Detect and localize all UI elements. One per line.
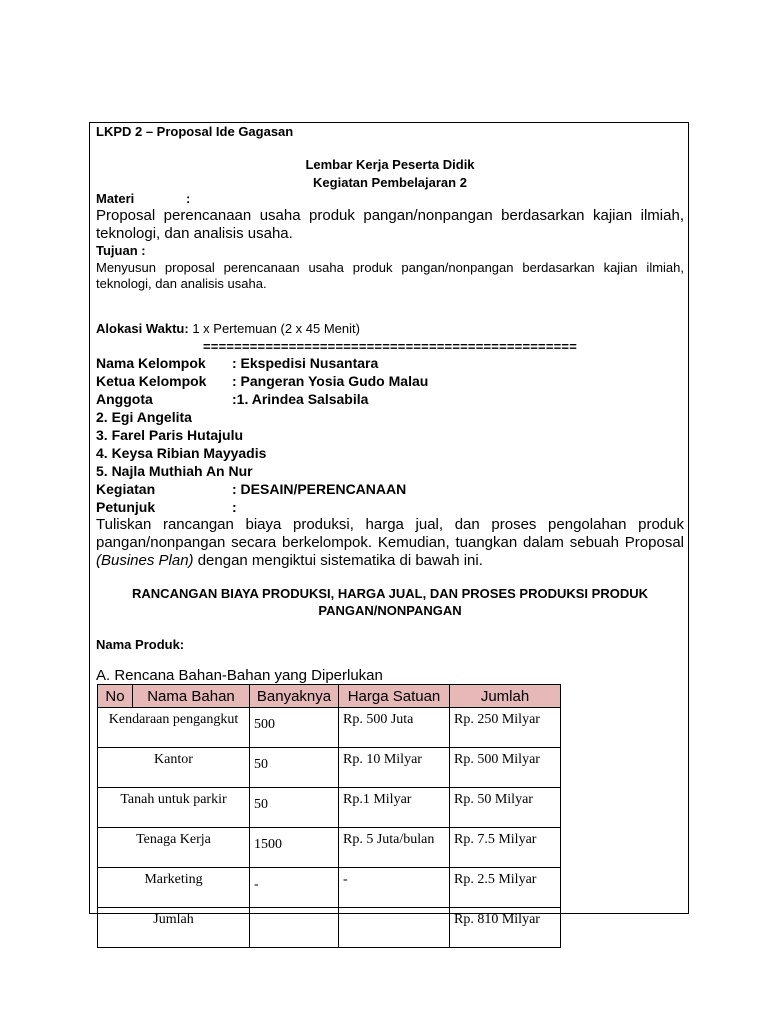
document-frame <box>89 122 689 927</box>
cell-banyaknya: 50 <box>250 788 339 828</box>
bahan-table <box>97 684 561 948</box>
petunjuk-label: Petunjuk <box>96 499 156 515</box>
ketua-kelompok-label: Ketua Kelompok <box>96 373 207 389</box>
kegiatan-label: Kegiatan <box>96 481 156 497</box>
cell-total-jumlah: Rp. 810 Milyar <box>450 908 561 948</box>
cell-total-harga <box>339 908 450 948</box>
alokasi-value: 1 x Pertemuan (2 x 45 Menit) <box>192 321 360 336</box>
instructions-line-2: pangan/nonpangan secara berkelompok. Kemudian, tuangkan dalam sebuah Proposal <box>96 534 684 551</box>
member-2: 2. Egi Angelita <box>96 409 192 425</box>
table-row <box>98 828 561 868</box>
separator-line: ================================================ <box>202 339 577 354</box>
alokasi-label: Alokasi Waktu: <box>96 321 189 336</box>
instructions-line-3 <box>96 552 483 569</box>
tujuan-label: Tujuan : <box>96 243 146 258</box>
member-4: 4. Keysa Ribian Mayyadis <box>96 445 267 461</box>
cell-nama-bahan: Marketing <box>98 868 250 908</box>
table-header-row <box>98 685 561 708</box>
cell-nama-bahan: Kendaraan pengangkut <box>98 708 250 748</box>
cell-harga-satuan: Rp. 5 Juta/bulan <box>339 828 450 868</box>
cell-nama-bahan: Tanah untuk parkir <box>98 788 250 828</box>
table-total-row <box>98 908 561 948</box>
header-no: No <box>98 685 133 708</box>
anggota-label: Anggota <box>96 391 153 407</box>
cell-harga-satuan: Rp. 10 Milyar <box>339 748 450 788</box>
cell-nama-bahan: Kantor <box>98 748 250 788</box>
cell-nama-bahan: Tenaga Kerja <box>98 828 250 868</box>
cell-banyaknya: 500 <box>250 708 339 748</box>
cell-banyaknya: 50 <box>250 748 339 788</box>
anggota-value: :1. Arindea Salsabila <box>232 391 369 407</box>
materi-line-2: teknologi, dan analisis usaha. <box>96 225 293 242</box>
cell-total-label: Jumlah <box>98 908 250 948</box>
table-row <box>98 708 561 748</box>
member-3: 3. Farel Paris Hutajulu <box>96 427 244 443</box>
alokasi-waktu <box>96 321 360 336</box>
nama-produk-label: Nama Produk: <box>96 637 185 652</box>
table-row <box>98 868 561 908</box>
header-harga-satuan: Harga Satuan <box>339 685 450 708</box>
header-banyaknya: Banyaknya <box>250 685 339 708</box>
cell-banyaknya: - <box>250 868 339 908</box>
instructions-line-3-rest: dengan mengiktui sistematika di bawah ini. <box>193 552 483 569</box>
table-row <box>98 748 561 788</box>
ketua-kelompok-value: : Pangeran Yosia Gudo Malau <box>232 373 429 389</box>
materi-line-1: Proposal perencanaan usaha produk pangan/nonpangan berdasarkan kajian ilmiah, <box>96 207 684 224</box>
tujuan-line-2: teknologi, dan analisis usaha. <box>96 276 267 291</box>
cell-harga-satuan: - <box>339 868 450 908</box>
tujuan-line-1: Menyusun proposal perencanaan usaha produk pangan/nonpangan berdasarkan kajian ilmiah, <box>96 260 684 275</box>
materi-label: Materi <box>96 191 135 206</box>
header-nama-bahan: Nama Bahan <box>133 685 250 708</box>
kegiatan-value: : DESAIN/PERENCANAAN <box>232 481 407 497</box>
cell-jumlah: Rp. 250 Milyar <box>450 708 561 748</box>
nama-kelompok-label: Nama Kelompok <box>96 355 206 371</box>
petunjuk-colon: : <box>232 499 237 515</box>
cell-total-banyaknya <box>250 908 339 948</box>
header-jumlah: Jumlah <box>450 685 561 708</box>
cell-jumlah: Rp. 50 Milyar <box>450 788 561 828</box>
table-title: A. Rencana Bahan-Bahan yang Diperlukan <box>96 667 383 684</box>
instructions-line-1: Tuliskan rancangan biaya produksi, harga jual, dan proses pengolahan produk <box>96 516 684 533</box>
materi-colon: : <box>186 191 191 206</box>
business-plan-italic: (Busines Plan) <box>96 552 194 569</box>
cell-harga-satuan: Rp.1 Milyar <box>339 788 450 828</box>
activity-title: Kegiatan Pembelajaran 2 <box>313 175 467 190</box>
cell-jumlah: Rp. 500 Milyar <box>450 748 561 788</box>
section-title-line-2: PANGAN/NONPANGAN <box>318 603 462 618</box>
cell-jumlah: Rp. 7.5 Milyar <box>450 828 561 868</box>
nama-kelompok-value: : Ekspedisi Nusantara <box>232 355 379 371</box>
cell-harga-satuan: Rp. 500 Juta <box>339 708 450 748</box>
sheet-title: Lembar Kerja Peserta Didik <box>305 157 475 172</box>
cell-banyaknya: 1500 <box>250 828 339 868</box>
table-row <box>98 788 561 828</box>
cell-jumlah: Rp. 2.5 Milyar <box>450 868 561 908</box>
section-title-line-1: RANCANGAN BIAYA PRODUKSI, HARGA JUAL, DAN PROSES PRODUKSI PRODUK <box>132 586 648 601</box>
member-5: 5. Najla Muthiah An Nur <box>96 463 253 479</box>
lkpd-title: LKPD 2 – Proposal Ide Gagasan <box>96 124 294 139</box>
